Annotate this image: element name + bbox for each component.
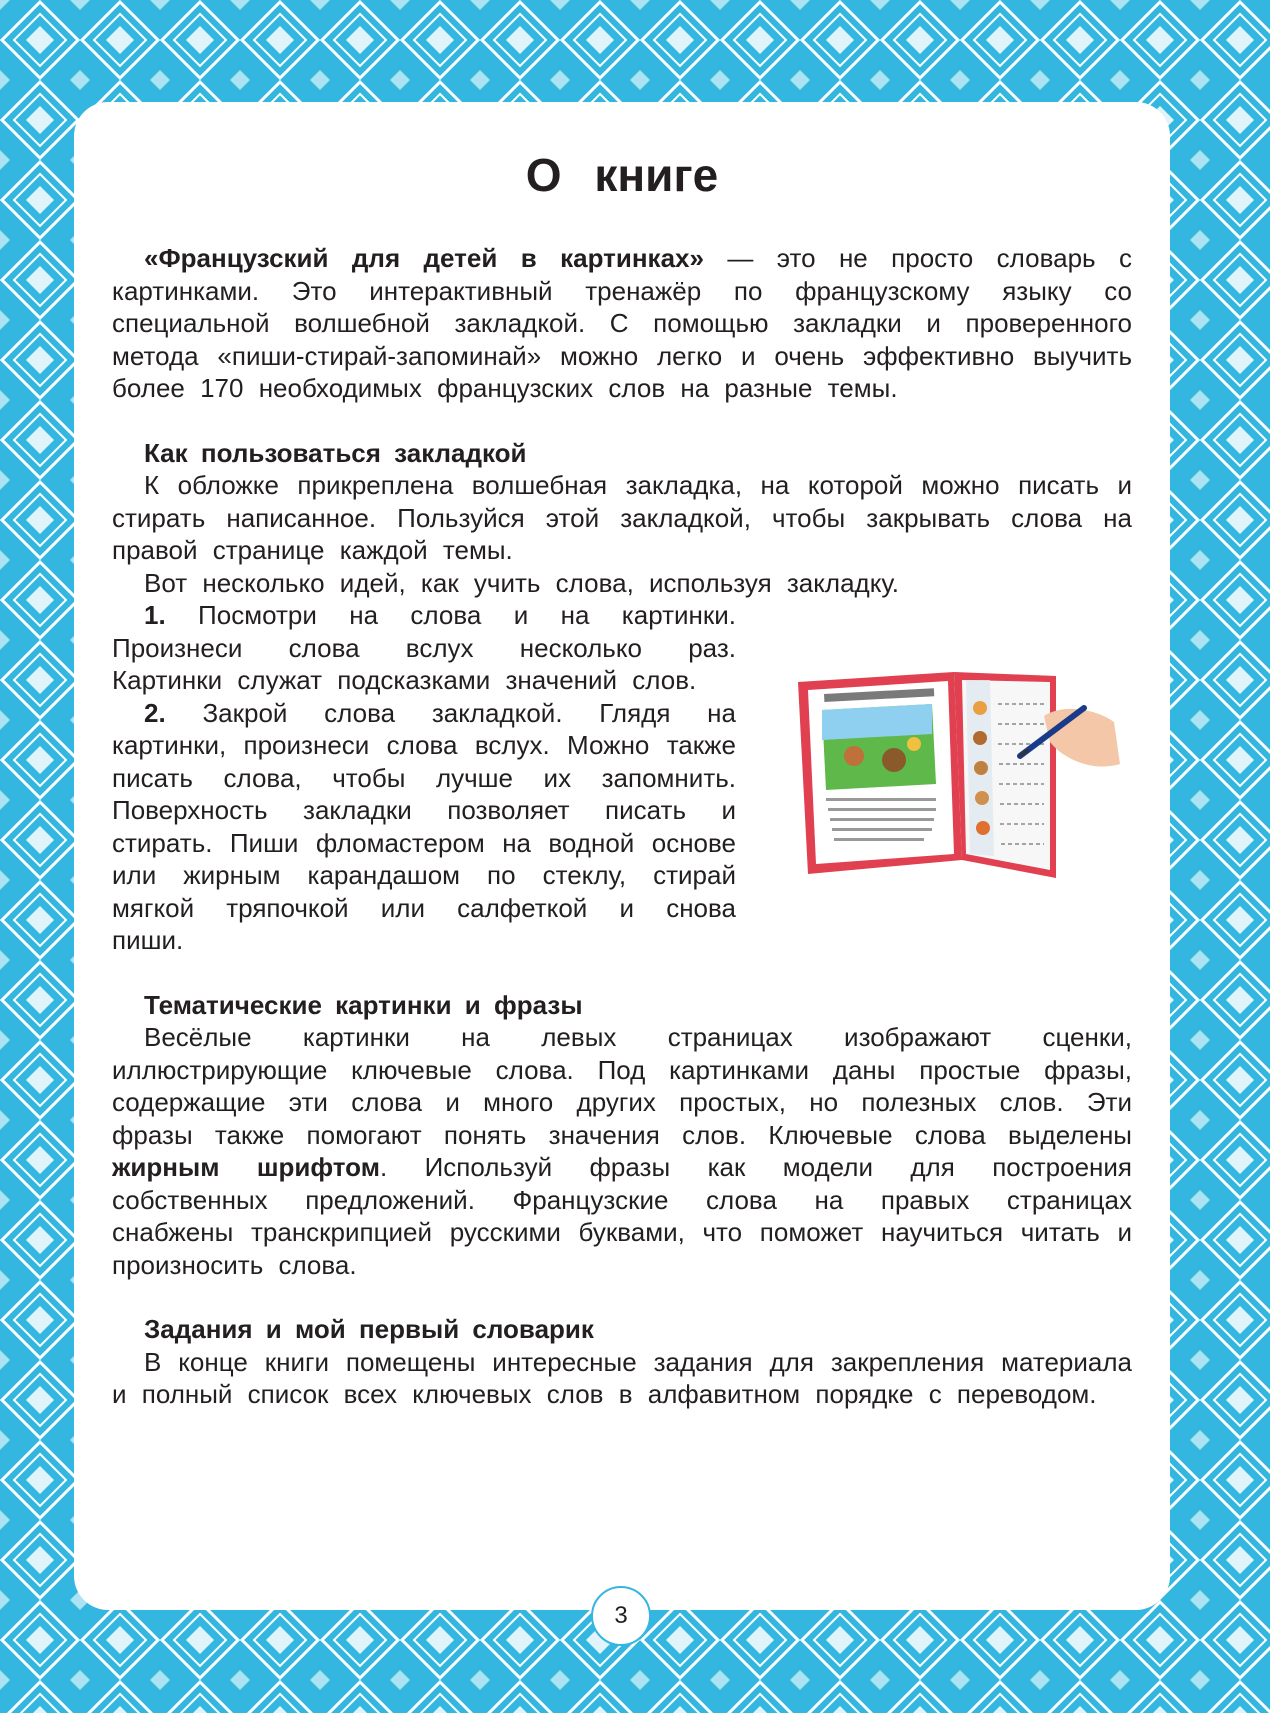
tip-item-2	[112, 697, 736, 957]
pictures-text-2: . Используй фразы как модели для построения собственных предложений. Французские слова на правых страницах снабжены транскрипцией русскими буквами, что поможет научиться читать и произносить слова.	[112, 1152, 1133, 1280]
tip-item-1	[112, 599, 736, 697]
bold-font-phrase: жирным шрифтом	[112, 1152, 380, 1182]
bookmark-paragraph-1: К обложке прикреплена волшебная закладка, на которой можно писать и стирать написанное. Пользуйся этой закладкой, чтобы закрывать слова на правой странице каждой темы.	[112, 470, 1132, 565]
page-number: 3	[591, 1586, 651, 1646]
tip-number-1: 1.	[144, 600, 166, 630]
pictures-text-1: Весёлые картинки на левых страницах изображают сценки, иллюстрирующие ключевые слова. Под картинками даны простые фразы, содержащие эти слова и много других простых, но полезных слов. Эти фразы также помогают понять значения слов. Ключевые слова выделены	[112, 1022, 1132, 1150]
intro-text: — это не просто словарь с картинками. Это интерактивный тренажёр по французскому языку со специальной волшебной закладкой. С помощью закладки и проверенного метода «пиши-стирай-запоминай» можно легко и очень эффективно выучить более 170 необходимых французских слов на разные темы.	[112, 243, 1132, 403]
tip-number-2: 2.	[144, 697, 166, 728]
bookmark-paragraph-2: Вот несколько идей, как учить слова, используя закладку.	[144, 567, 900, 598]
pictures-paragraph	[112, 1021, 1132, 1281]
tip-text-1: Посмотри на слова и на картинки. Произнеси слова вслух несколько раз. Картинки служат подсказками значений слов.	[112, 600, 736, 695]
book-title: «Французский для детей в картинках»	[144, 243, 704, 273]
tip-text-2: Закрой слова закладкой. Глядя на картинки, произнеси слова вслух. Можно также писать слова, чтобы лучше их запомнить. Поверхность закладки позволяет писать и стирать. Пиши фломастером на водной основе или жирным карандашом по стеклу, стирай мягкой тряпочкой или салфеткой и снова пиши.	[112, 697, 736, 955]
section-heading-pictures: Тематические картинки и фразы	[144, 989, 583, 1020]
page-title: О книге	[525, 149, 719, 201]
book-with-bookmark-illustration	[794, 664, 1124, 884]
tips-list	[112, 599, 736, 957]
section-heading-tasks: Задания и мой первый словарик	[144, 1314, 594, 1344]
tasks-paragraph: В конце книги помещены интересные задания для закрепления материала и полный список всех ключевых слов в алфавитном порядке с переводом.	[112, 1346, 1132, 1409]
section-heading-bookmark: Как пользоваться закладкой	[144, 437, 527, 468]
intro-paragraph	[112, 242, 1132, 405]
